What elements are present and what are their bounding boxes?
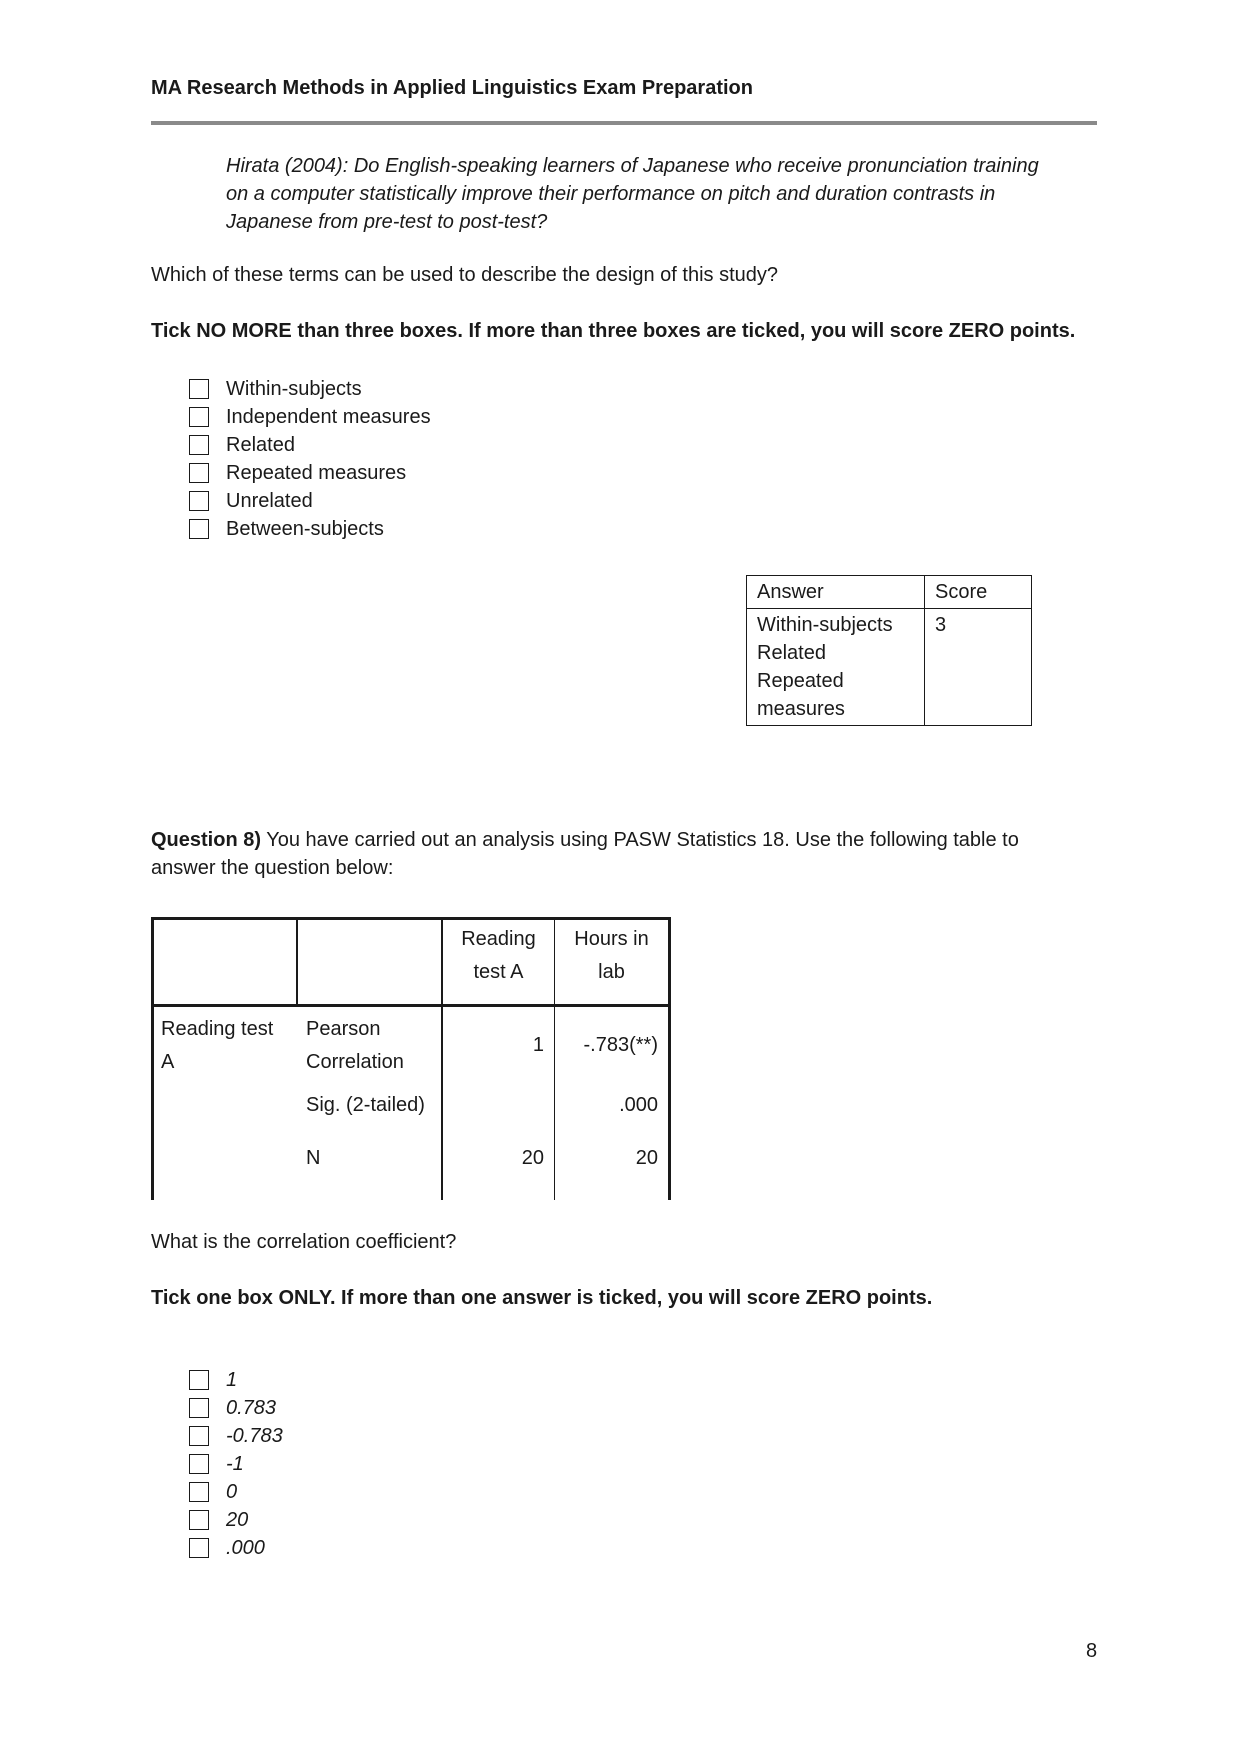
col-header-reading-test [443,923,554,989]
study-quote [226,152,1096,236]
value-cell: -.783(**) [583,1034,658,1056]
answer-line: Related [757,642,826,664]
answer-line: Within-subjects [757,614,893,636]
option-label: .000 [226,1536,265,1559]
stat-n: N [306,1147,321,1169]
option-20 [189,1506,283,1534]
table-header-rule [151,1004,671,1007]
checkbox[interactable] [189,463,209,483]
table-border-right [668,917,671,1200]
option-label: 0.783 [226,1396,277,1419]
q8-intro-text: You have carried out an analysis using PASW Statistics 18. Use the following table to [261,829,1019,851]
page-number: 8 [1086,1640,1098,1662]
checkbox[interactable] [189,1426,209,1446]
value-cell: 20 [635,1147,658,1169]
option-label: Between-subjects [226,517,384,540]
checkbox[interactable] [189,379,209,399]
checkbox[interactable] [189,1398,209,1418]
q8-options [189,1366,283,1562]
answer-cell [747,609,925,726]
option-label: 20 [226,1508,249,1531]
stat-pearson-correlation [306,1013,441,1079]
checkbox[interactable] [189,407,209,427]
table-col-divider [296,917,298,1007]
stat-sig-2-tailed: Sig. (2-tailed) [306,1094,425,1116]
stat-line: Pearson [306,1018,381,1040]
stat-line: Correlation [306,1051,404,1073]
option-between-subjects [189,515,431,543]
q8-prompt: What is the correlation coefficient? [151,1231,457,1253]
option-independent-measures [189,403,431,431]
value-cell: 1 [532,1034,544,1056]
header-line: Hours in [574,928,649,950]
option-000 [189,1534,283,1562]
option-related [189,431,431,459]
row-label-line: Reading test [161,1018,274,1040]
table-border-top [151,917,671,920]
option-label: Related [226,433,295,456]
q8-instruction: Tick one box ONLY. If more than one answer is ticked, you will score ZERO points. [151,1287,933,1309]
header-line: test A [473,961,524,983]
option-label: Independent measures [226,405,431,428]
q7-instruction: Tick NO MORE than three boxes. If more than three boxes are ticked, you will score ZERO points. [151,320,1076,342]
correlation-table [151,917,671,1200]
option-label: 1 [226,1368,238,1391]
option-unrelated [189,487,431,515]
answer-line: Repeated [757,670,844,692]
quote-line: Japanese from pre-test to post-test? [226,211,548,233]
option-label: -0.783 [226,1424,283,1447]
answer-line: measures [757,698,845,720]
checkbox[interactable] [189,1482,209,1502]
checkbox[interactable] [189,1454,209,1474]
checkbox[interactable] [189,435,209,455]
option-label: Unrelated [226,489,313,512]
page-header: MA Research Methods in Applied Linguistics Exam Preparation [151,77,753,99]
option-0-783 [189,1394,283,1422]
header-divider [151,121,1097,125]
header-line: lab [598,961,625,983]
checkbox[interactable] [189,1510,209,1530]
table-border-left [151,917,154,1200]
q8-intro-line2: answer the question below: [151,857,394,879]
checkbox[interactable] [189,1538,209,1558]
row-label-line: A [161,1051,175,1073]
checkbox[interactable] [189,491,209,511]
option-label: Repeated measures [226,461,407,484]
score-cell: 3 [925,609,1032,726]
option-label: -1 [226,1452,244,1475]
checkbox[interactable] [189,1370,209,1390]
answer-header: Answer [747,576,925,609]
option-neg-0-783 [189,1422,283,1450]
value-cell: .000 [619,1094,658,1116]
quote-line: Hirata (2004): Do English-speaking learners of Japanese who receive pronunciation training [226,155,1039,177]
q7-prompt: Which of these terms can be used to describe the design of this study? [151,264,779,286]
answer-table [746,575,1032,726]
col-header-hours-in-lab [555,923,668,989]
option-within-subjects [189,375,431,403]
q8-label: Question 8) [151,829,262,851]
option-repeated-measures [189,459,431,487]
option-1 [189,1366,283,1394]
option-0 [189,1478,283,1506]
option-label: 0 [226,1480,238,1503]
score-header: Score [925,576,1032,609]
quote-line: on a computer statistically improve their performance on pitch and duration contrasts in [226,183,996,205]
q8-intro [151,829,1019,852]
checkbox[interactable] [189,519,209,539]
value-cell: 20 [521,1147,544,1169]
row-label-reading-test [161,1013,293,1079]
option-label: Within-subjects [226,377,362,400]
option-neg-1 [189,1450,283,1478]
header-line: Reading [461,928,536,950]
q7-options [189,375,431,543]
